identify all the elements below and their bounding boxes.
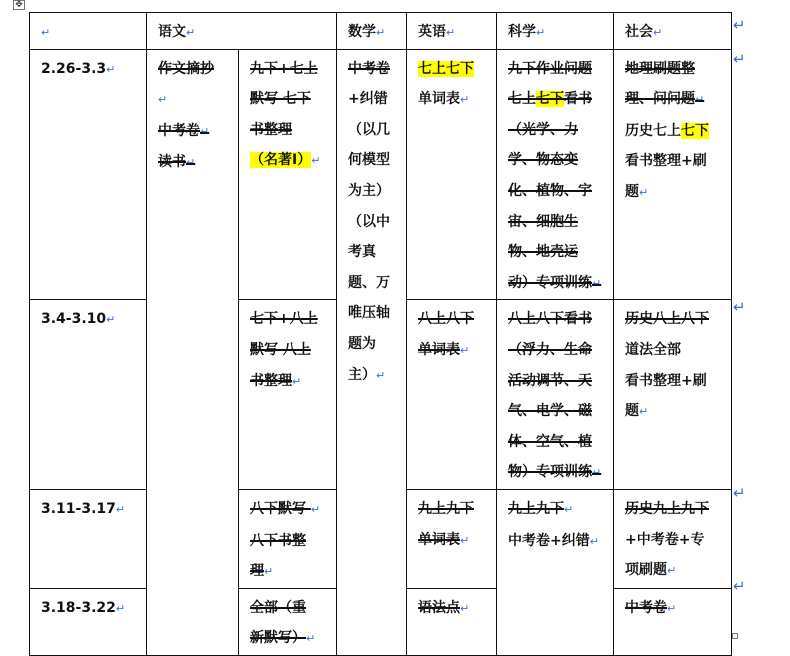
science-cell[interactable]: 九上九下↵ 中考卷+纠错↵ xyxy=(497,489,614,655)
english-cell[interactable]: 七上七下 单词表↵ xyxy=(407,49,497,300)
chinese-recite-cell[interactable]: 八下默写 ↵ 八下书整 理↵ xyxy=(239,489,337,588)
science-cell[interactable]: 九下作业问题 七上七下看书 （光学、力 学、物态变 化、植物、宇 宙、细胞生 物、地壳运 动）专项训练↵ xyxy=(497,49,614,300)
chinese-recite-cell[interactable]: 七下+八上 默写 八上 书整理↵ xyxy=(239,300,337,490)
row-end-mark: ↵ xyxy=(733,50,746,68)
chinese-general-cell[interactable]: 作文摘抄 ↵ 中考卷↵ 读书↵ xyxy=(147,49,239,655)
english-cell[interactable]: 语法点↵ xyxy=(407,588,497,655)
social-cell[interactable]: 地理刷题整 理、问问题↵ 历史七上七下 看书整理+刷 题↵ xyxy=(614,49,732,300)
header-science[interactable]: 科学↵ xyxy=(497,13,614,50)
math-cell[interactable]: 中考卷 +纠错 （以几 何模型 为主） （以中 考真 题、万 唯压轴 题为 主）↵ xyxy=(337,49,407,655)
row-end-mark: ↵ xyxy=(733,298,746,316)
table-move-handle[interactable]: ✥ xyxy=(13,0,25,10)
week-cell[interactable]: 3.4-3.10↵ xyxy=(30,300,147,490)
week-cell[interactable]: 3.18-3.22↵ xyxy=(30,588,147,655)
english-cell[interactable]: 九上九下 单词表↵ xyxy=(407,489,497,588)
week-cell[interactable]: 2.26-3.3↵ xyxy=(30,49,147,300)
social-cell[interactable]: 历史九上九下 +中考卷+专 项刷题↵ xyxy=(614,489,732,588)
header-english[interactable]: 英语↵ xyxy=(407,13,497,50)
table-header-row xyxy=(30,13,732,50)
header-chinese[interactable]: 语文↵ xyxy=(147,13,337,50)
study-plan-table xyxy=(29,12,732,656)
header-week[interactable]: ↵ xyxy=(30,13,147,50)
table-row xyxy=(30,49,732,300)
science-cell[interactable]: 八上八下看书 （浮力、生命 活动调节、天 气、电学、磁 体、空气、植 物）专项训练↵ xyxy=(497,300,614,490)
row-end-mark: ↵ xyxy=(733,577,746,595)
table-resize-handle[interactable] xyxy=(732,633,738,639)
row-end-mark: ↵ xyxy=(733,484,746,502)
english-cell[interactable]: 八上八下 单词表↵ xyxy=(407,300,497,490)
chinese-recite-cell[interactable]: 九下+七上 默写 七下 书整理 （名著I）↵ xyxy=(239,49,337,300)
social-cell[interactable]: 历史八上八下 道法全部 看书整理+刷 题↵ xyxy=(614,300,732,490)
social-cell[interactable]: 中考卷↵ xyxy=(614,588,732,655)
header-social[interactable]: 社会↵ xyxy=(614,13,732,50)
week-cell[interactable]: 3.11-3.17↵ xyxy=(30,489,147,588)
chinese-recite-cell[interactable]: 全部（重 新默写）↵ xyxy=(239,588,337,655)
header-math[interactable]: 数学↵ xyxy=(337,13,407,50)
row-end-mark: ↵ xyxy=(733,16,746,34)
